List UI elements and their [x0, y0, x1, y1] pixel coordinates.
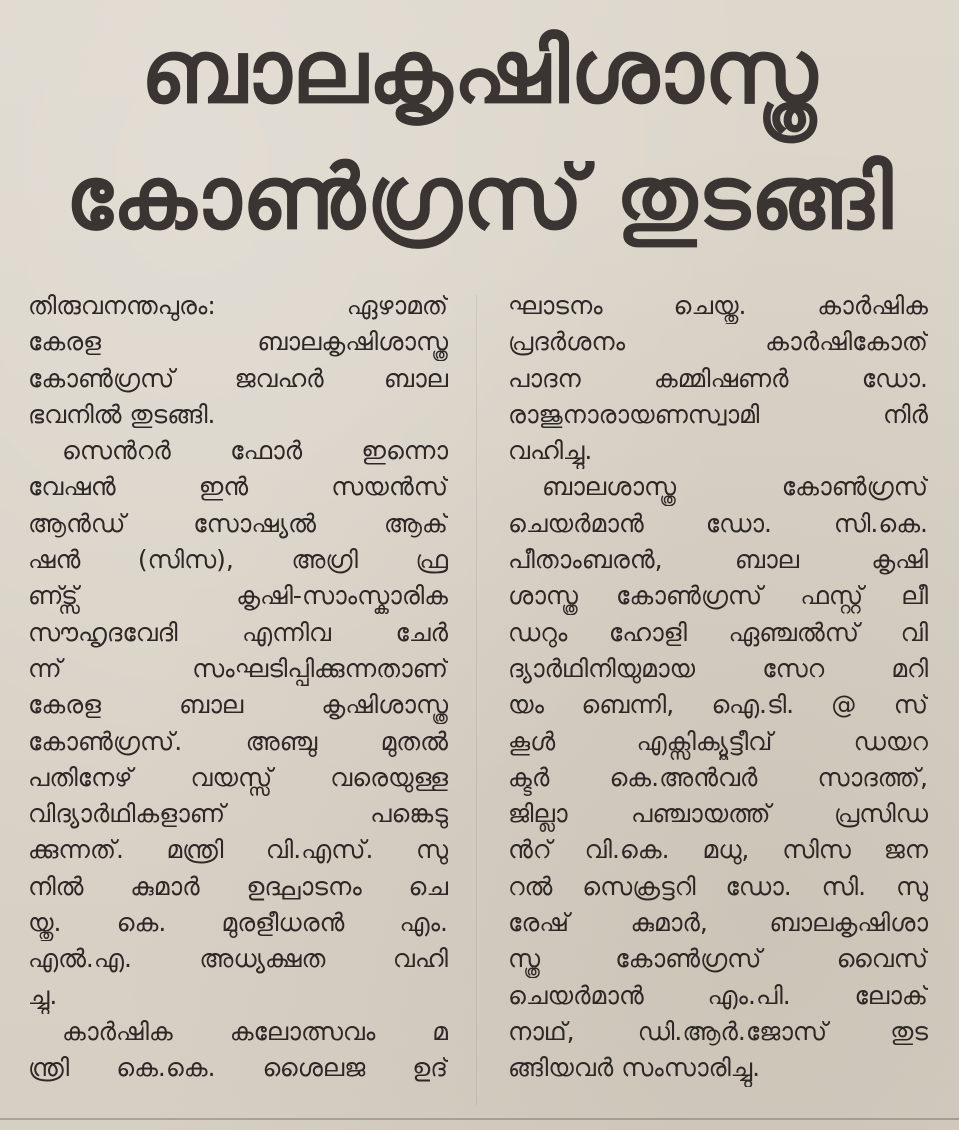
text-line: യ്തു. കെ. മുരളീധരൻ എം. [28, 908, 448, 938]
text-line: സ്ത്ര കോൺഗ്രസ് വൈസ് [508, 944, 928, 974]
column-divider [476, 295, 477, 1105]
text-line: തിരുവനന്തപുരം: ഏഴാമത് [28, 291, 448, 320]
article-column-left [28, 288, 448, 1087]
text-line: കേരള ബാലകൃഷിശാസ്ത്ര [28, 327, 448, 357]
text-line: ന്ത്രി കെ.കെ. ശൈലജ ഉദ് [28, 1053, 448, 1083]
text-line: സെൻറർ ഫോർ ഇന്നൊ [62, 436, 448, 466]
headline-line-2: കോൺഗ്രസ് തുടങ്ങി [65, 146, 894, 249]
text-line: ക്ടർ കെ.അൻവർ സാദത്ത്, [508, 762, 928, 792]
text-line: ക്കുന്നത്. മന്ത്രി വി.എസ്. സു [28, 835, 448, 865]
text-line: ഡറും ഹോളി ഏഞ്ചൽസ് വി [508, 617, 928, 647]
text-line: ദ്യാർഥിനിയുമായ സേറ മറി [508, 653, 928, 683]
text-line: ങ്ങിയവർ സംസാരിച്ചു. [508, 1053, 761, 1083]
text-line: ചെയർമാൻ എം.പി. ലോക് [508, 980, 928, 1010]
text-line: വേഷൻ ഇൻ സയൻസ് [28, 472, 448, 502]
text-line: റൽ സെക്രട്ടറി ഡോ. സി. സു [508, 871, 928, 901]
text-line: നിൽ കുമാർ ഉദ്ഘാടനം ചെ [28, 871, 448, 901]
text-line: ജില്ലാ പഞ്ചായത്ത് പ്രസിഡ [508, 799, 928, 829]
article-column-right [508, 288, 928, 1087]
text-line: രേഷ് കുമാർ, ബാലകൃഷിശാ [508, 908, 928, 938]
text-line: സൗഹൃദവേദി എന്നിവ ചേർ [28, 617, 448, 647]
text-line: കേരള ബാല കൃഷിശാസ്ത്ര [28, 690, 448, 720]
text-line: ഭവനിൽ തുടങ്ങി. [28, 399, 216, 429]
text-line: ണ്ട്സ് കൃഷി-സാംസ്കാരിക [28, 581, 448, 611]
text-line: കൂൾ എക്സിക്യൂട്ടീവ് ഡയറ [508, 726, 928, 756]
text-line: പാദന കമ്മിഷണർ ഡോ. [508, 363, 928, 393]
text-line: എൽ.എ. അധ്യക്ഷത വഹി [28, 944, 448, 974]
text-line: രാജുനാരായണസ്വാമി നിർ [508, 399, 928, 429]
text-line: ഷൻ (സിസ), അഗ്രി ഫ്ര [28, 545, 448, 575]
text-line: ൻറ് വി.കെ. മധു, സിസ ജന [508, 835, 928, 865]
text-line: ബാലശാസ്ത്ര കോൺഗ്രസ് [542, 472, 928, 502]
bottom-border [0, 1118, 959, 1120]
text-line: ച്ചു. [28, 980, 58, 1010]
text-line: വഹിച്ചു. [508, 436, 593, 466]
text-line: പതിനേഴ് വയസ്സ് വരെയുള്ള [28, 762, 448, 792]
text-line: പ്രദർശനം കാർഷികോത് [508, 327, 928, 357]
text-line: ശാസ്ത്ര കോൺഗ്രസ് ഫസ്റ്റ് ലീ [508, 581, 928, 611]
text-line: കാർഷിക കലോത്സവം മ [62, 1016, 448, 1046]
text-line: വിദ്യാർഥികളാണ് പങ്കെടു [28, 799, 448, 829]
text-line: ഘാടനം ചെയ്തു. കാർഷിക [508, 291, 928, 320]
text-line: നാഥ്, ഡി.ആർ.ജോസ് തുട [508, 1016, 928, 1046]
text-line: കോൺഗ്രസ്. അഞ്ചു മുതൽ [28, 726, 448, 756]
text-line: യം ബെന്നി, ഐ.ടി. @ സ് [508, 690, 928, 720]
text-line: ന്ന് സംഘടിപ്പിക്കുന്നതാണ് [28, 653, 448, 683]
text-line: പീതാംബരൻ, ബാല കൃഷി [508, 545, 928, 575]
headline-line-1: ബാലകൃഷിശാസ്ത്ര [140, 20, 819, 123]
text-line: ചെയർമാൻ ഡോ. സി.കെ. [508, 508, 928, 538]
text-line: ആൻഡ് സോഷ്യൽ ആക് [28, 508, 448, 538]
text-line: കോൺഗ്രസ് ജവഹർ ബാല [28, 363, 448, 393]
